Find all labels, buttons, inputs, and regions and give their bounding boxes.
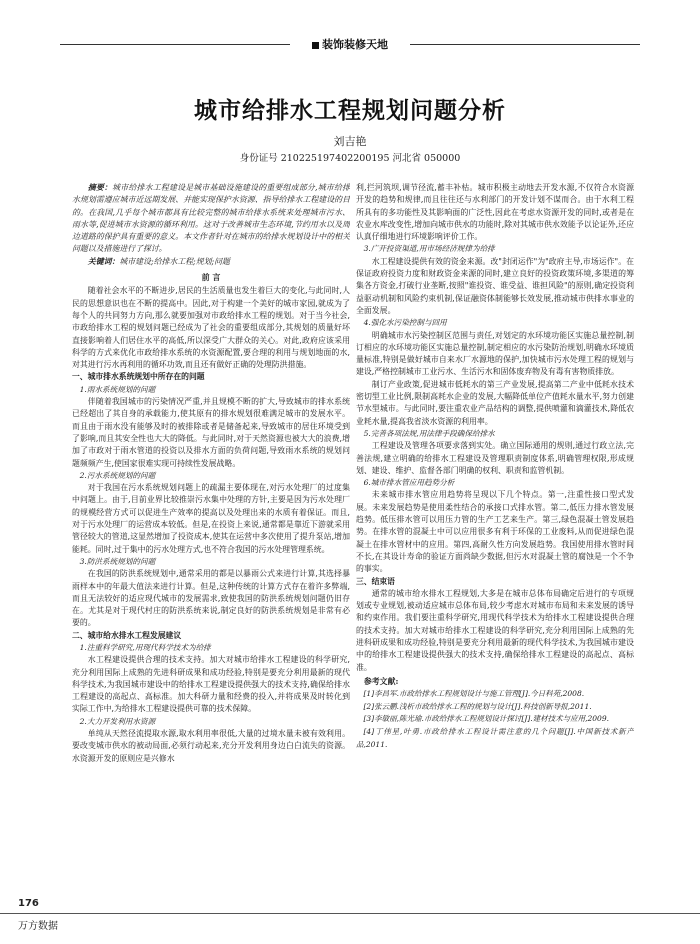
paragraph: 工程建设及管理各项要求落到实处。确立国际通用的规则,通过行政立法,完善法规,建立明确的给排水工程建设及管理职责制度体系,明确管理权限,形成规划、建设、维护、监督各部门明确的权利、职责和监管机制。 <box>356 441 634 475</box>
paragraph: 水工程建设提供有效的资金来源。改"封闭运作"为"政府主导,市场运作"。在保证政府投资力度和财政资金来源的同时,建立良好的投资政策环境,多渠道的筹集各方资金,打破行业垄断,按照"谁投资、谁受益、谁担风险"的原则,确定投资利益驱动机制和风险约束机制,保证融资体制能够长效发展,推动城市供排水事业的全面发展。 <box>356 256 634 315</box>
paragraph: 水工程建设提供合理的技术支持。加大对城市给排水工程建设的科学研究,充分利用国际上成熟的先进科研成果和成功经验,特别是要充分利用最新的现代科学技术,为我国城市建设中的给排水工程建设提供强大的技术支持,确保给排水工程建设的高起点、高标准。加大科研力量和经费的投入,并将成果及时转化到实际工作中,为给排水工程建设提供可靠的技术保障。 <box>72 655 350 714</box>
brand-watermark: 万方数据 <box>18 921 58 932</box>
subsection-heading: 2.大力开发利用水资源 <box>79 716 156 726</box>
paragraph: 随着社会水平的不断进步,居民的生活质量也发生着巨大的变化,与此同时,人民的思想意识也在不断的提高中。因此,对于构建一个美好的城市家园,就成为了每个人的共同努力方向,那么就要加强对市政给排水工程的规划。对于当今社会,市政给排水工程的规划问题已经成为了社会的重要组成部分,其规划的质量好坏直接影响着人们居住水平的高低,所以深受广大群众的关心。对此,政府应该采用科学的方式来优化市政给排水系统的水资源配置,要合理的利用与规划地面的水,对其进行污水再利用的循环功效,而且还有做好正确的处理防洪措施。 <box>72 286 350 370</box>
references-heading: 参考文献: <box>363 676 399 686</box>
left-column <box>72 182 350 874</box>
paragraph: 对于我国在污水系统规划问题上的疏漏主要体现在,对污水处理厂的过度集中问题上。由于,目前业界比较推崇污水集中处理的方针,主要是因为污水处理厂的规模经营方式可以促进生产效率的提高以及处理出来的水质有着保证。而且,对于污水处理厂的运营成本较低。但是,在投资上来说,通常都是靠近下游就采用管径较大的管道,这显然增加了投资成本,使其在运营中多次使用了提升泵站,增加能耗。同时,过于集中的污水处理方式,也不符合我国的污水处理管理系统。 <box>72 483 350 554</box>
square-bullet-icon <box>312 42 319 49</box>
author-name: 刘吉艳 <box>333 135 367 148</box>
paragraph: 未来城市排水管应用趋势将呈现以下几个特点。第一,注重性接口型式发展。未来发展趋势是使用柔性结合的承接口式排水管。第二,低压力排水管发展趋势。低压排水管可以用压力管的生产工艺来生产。第三,绿色混凝土管发展趋势。在排水管的混凝土中可以应用很多有利于环保的工业废料,从而促进绿色混凝土在排水管材中的应用。第四,高耐久性方向发展趋势。我国使用排水管时间不长,在其设计寿命的验证方面尚缺少数据,但污水对混凝土管的腐蚀是一个不争的事实。 <box>356 490 634 574</box>
page-number: 176 <box>18 898 39 909</box>
header-rule-right <box>410 44 640 45</box>
section-heading: 一、城市排水系统规划中所存在的问题 <box>72 372 205 382</box>
reference-item: [4]丁伟星,叶勇.市政给排水工程设计需注意的几个问题[J].中国新技术新产品,2011. <box>356 726 634 749</box>
journal-header <box>0 34 700 56</box>
header-rule-left <box>60 44 290 45</box>
abstract <box>72 182 350 256</box>
section-label: 装饰装修天地 <box>322 38 388 51</box>
subsection-heading: 1.雨水系统规划的问题 <box>79 384 156 394</box>
paragraph: 利,拦河筑坝,调节径流,蓄丰补枯。城市积极主动地去开发水源,不仅符合水资源开发的趋势和规律,而且往往还与水利部门的开发计划不谋而合。由于水利工程所具有的多功能性及其影响面的广泛性,因此在考虑水资源开发的同时,或者是在农业水库改变性,增加向城市供水的功能时,除对其城市供水效能予以论证外,还应认真仔细地进行环境影响评价工作。 <box>356 183 634 242</box>
subsection-heading: 1.注重科学研究,用现代科学技术为给排 <box>79 642 211 652</box>
subsection-heading: 2.污水系统规划的问题 <box>79 470 156 480</box>
footer-rule <box>0 913 700 914</box>
abstract-text: 城市给排水工程建设是城市基础设施建设的重要组成部分,城市给排水规划需遵应城市近远期发展、并能实现保护水资源、指导给排水工程建设的目的。在我国,几乎每个城市都具有比较完整的城市给排水系统来处理城市污水、雨水等,促进城市水资源的循环利用。这对于改善城市生态环境,节约用水以及周边道路的保护具有重要的意义。本文作者针对在城市的给排水规划设计中的相关问题以及措施进行了探讨。 <box>72 183 350 254</box>
paragraph: 单纯从天然径流提取水源,取水利用率很低,大量的过境水量未被有效利用。要改变城市供水的被动局面,必须行动起来,充分开发利用身边白白流失的资源。水资源开发的原则应是兴修水 <box>72 729 350 763</box>
subsection-heading: 4.强化水污染控制与回用 <box>363 318 447 328</box>
reference-item: [3]李敏丽,陈光瑜.市政给排水工程规划设计探讨[J].建材技术与应用,2009. <box>363 714 609 724</box>
keywords-label: 关键词： <box>87 256 120 266</box>
author-affiliation: 身份证号 210225197402200195 河北省 050000 <box>239 153 461 164</box>
reference-item: [2]张云鹏.浅析市政给排水工程的规划与设计[J].科技创新导报,2011. <box>363 701 592 711</box>
subsection-heading: 6.城市排水管应用趋势分析 <box>363 478 455 488</box>
abstract-label: 摘要： <box>87 183 113 192</box>
preface-heading: 前 言 <box>201 273 221 283</box>
paragraph: 明确城市水污染控制区范围与责任,对划定的水环境功能区实施总量控制,制订相应的水环境功能区实施总量控制,制定相应的水污染防治规划,明确水环境质量标准,特别是做好城市自来水厂水源地的保护,加快城市污水处理工程的规划与建设,严格控制城市工业污水、生活污水和固体废弃物及有毒有害物质排放。 <box>356 330 634 377</box>
right-column <box>356 182 634 874</box>
paragraph: 制订产业政策,促进城市低耗水的第三产业发展,提高第二产业中低耗水技术密切型工业比例,限制高耗水企业的发展,大幅降低单位产值耗水量水平,努力创建节水型城市。与此同时,要注重农业产品结构的调整,提供喷灌和滴灌技术,降低农业耗水量,提高我省淡水资源的利用率。 <box>356 379 634 426</box>
section-heading: 三、结束语 <box>356 576 395 586</box>
keywords-text: 城市建设;给排水工程;规划;问题 <box>119 256 230 266</box>
article-title: 城市给排水工程规划问题分析 <box>194 98 506 124</box>
subsection-heading: 5.完善各项法规,用法律手段确保给排水 <box>363 428 495 438</box>
section-title <box>300 36 400 52</box>
keywords <box>72 256 350 268</box>
subsection-heading: 3.防洪系统规划的问题 <box>79 556 156 566</box>
subsection-heading: 3.广开投资渠道,用市场经济规律为给排 <box>363 244 495 254</box>
paragraph: 伴随着我国城市的污染情况严重,并且规模不断的扩大,导致城市的排水系统已经超出了其自身的承载能力,使其原有的排水规划很难满足城市的发展水平。而且由于雨水没有能够及时的被排除或者是储备起来,导致城市的居住环境受到了影响,而且其安全性也大大的降低。与此同时,对于天然资源也被大大的浪费,增加了市政对于雨水管道的投资以及排水方面的负荷问题,导致雨水系统的规划问题频频产生,使国家很难实现可持续性发展战略。 <box>72 397 350 468</box>
paragraph: 通常的城市给水排水工程规划,大多是在城市总体布局确定后进行的专项规划或专业规划,被动适应城市总体布局,较少考虑水对城市布局和未来发展的诱导和约束作用。我们要注重科学研究,用现代科学技术为给排水工程建设提供合理的技术支持。加大对城市给排水工程建设的科学研究,充分利用国际上成熟的先进科研成果和成功经验,特别是要充分利用最新的现代科学技术,为我国城市建设中的给排水工程建设提供强大的技术支持,确保给排水工程建设的高起点、高标准。 <box>356 588 634 672</box>
section-heading: 二、城市给水排水工程发展建议 <box>72 630 182 640</box>
paragraph: 在我国的防洪系统规划中,通常采用的都是以暴雨公式来进行计算,其选择暴雨样本中的年最大值法来进行计算。但是,这种传统的计算方式存在着许多弊端,而且无法较好的适应现代城市的发展需求,致使我国的防洪系统规划问题仍旧存在。尤其是对于现代村庄的防洪系统来说,制定良好的防洪系统规划是非常有必要的。 <box>72 569 350 628</box>
reference-item: [1]李昌军.市政给排水工程规划设计与施工管理[J].今日科苑,2008. <box>363 689 585 699</box>
